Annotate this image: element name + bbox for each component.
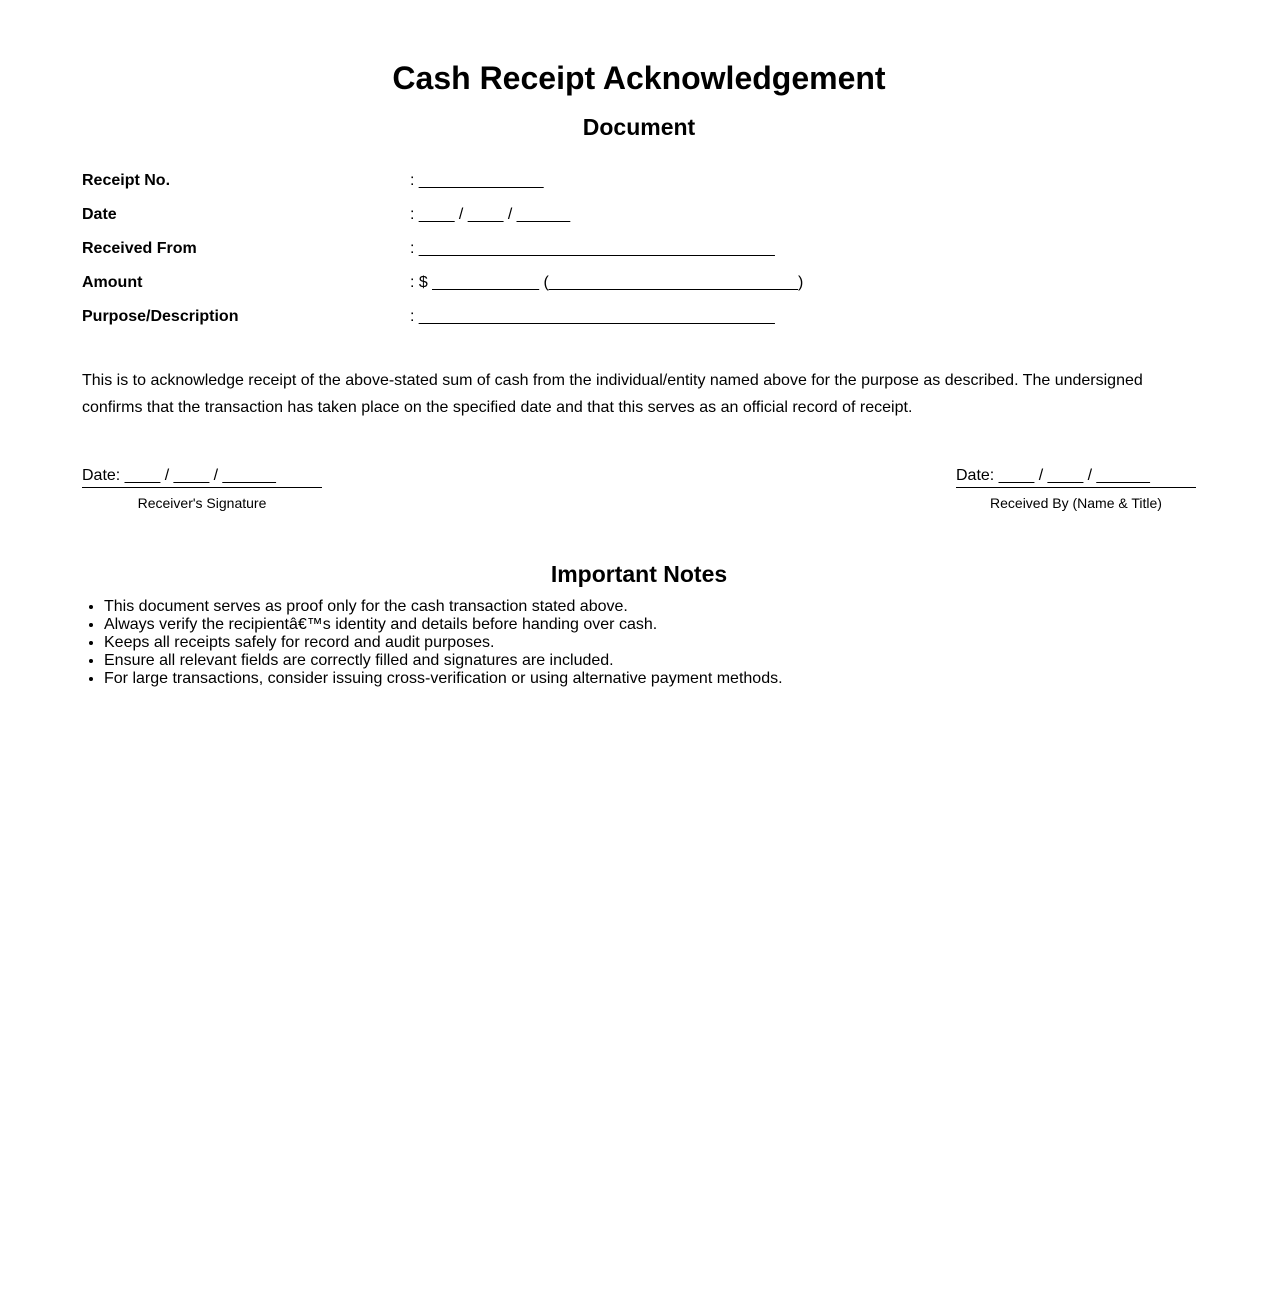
list-item: • For large transactions, consider issuing cross-verification or using alternative payment methods. (104, 670, 783, 688)
field-blank: : ______________ (410, 172, 544, 189)
receipt-fields (82, 170, 1196, 340)
field-label: Received From (82, 240, 197, 257)
signature-caption: Received By (Name & Title) (990, 495, 1162, 511)
acknowledgement-paragraph: This is to acknowledge receipt of the above-stated sum of cash from the individual/entity named above for the purpose as described. The undersigned confirms that the transaction has taken place on the specified date and that this serves as an official record of receipt. (82, 372, 1143, 416)
field-blank: : ________________________________________ (410, 240, 775, 257)
field-date (82, 204, 1196, 238)
field-label: Amount (82, 274, 143, 291)
notes-heading: Important Notes (550, 561, 728, 587)
list-item: • Keeps all receipts safely for record and audit purposes. (104, 634, 783, 652)
list-item: • Ensure all relevant fields are correctly filled and signatures are included. (104, 652, 783, 670)
field-received-from (82, 238, 1196, 272)
notes-list (82, 598, 783, 688)
list-item: • This document serves as proof only for the cash transaction stated above. (104, 598, 783, 616)
receiver-signature-block (82, 465, 322, 512)
signature-date-line: Date: ____ / ____ / ______ (82, 465, 322, 488)
field-label: Date (82, 206, 117, 223)
list-item: • Always verify the recipientâ€™s identity and details before handing over cash. (104, 616, 783, 634)
document-subtitle: Document (582, 114, 696, 140)
field-blank: : ________________________________________ (410, 308, 775, 325)
signature-caption: Receiver's Signature (137, 495, 267, 511)
field-purpose (82, 306, 1196, 340)
field-receipt-no (82, 170, 1196, 204)
field-blank: : $ ____________ (____________________________) (410, 274, 804, 291)
received-by-signature-block (956, 465, 1196, 512)
document-title: Cash Receipt Acknowledgement (392, 60, 886, 96)
signature-date-line: Date: ____ / ____ / ______ (956, 465, 1196, 488)
field-blank: : ____ / ____ / ______ (410, 206, 571, 223)
field-amount (82, 272, 1196, 306)
field-label: Receipt No. (82, 172, 171, 189)
field-label: Purpose/Description (82, 308, 239, 325)
